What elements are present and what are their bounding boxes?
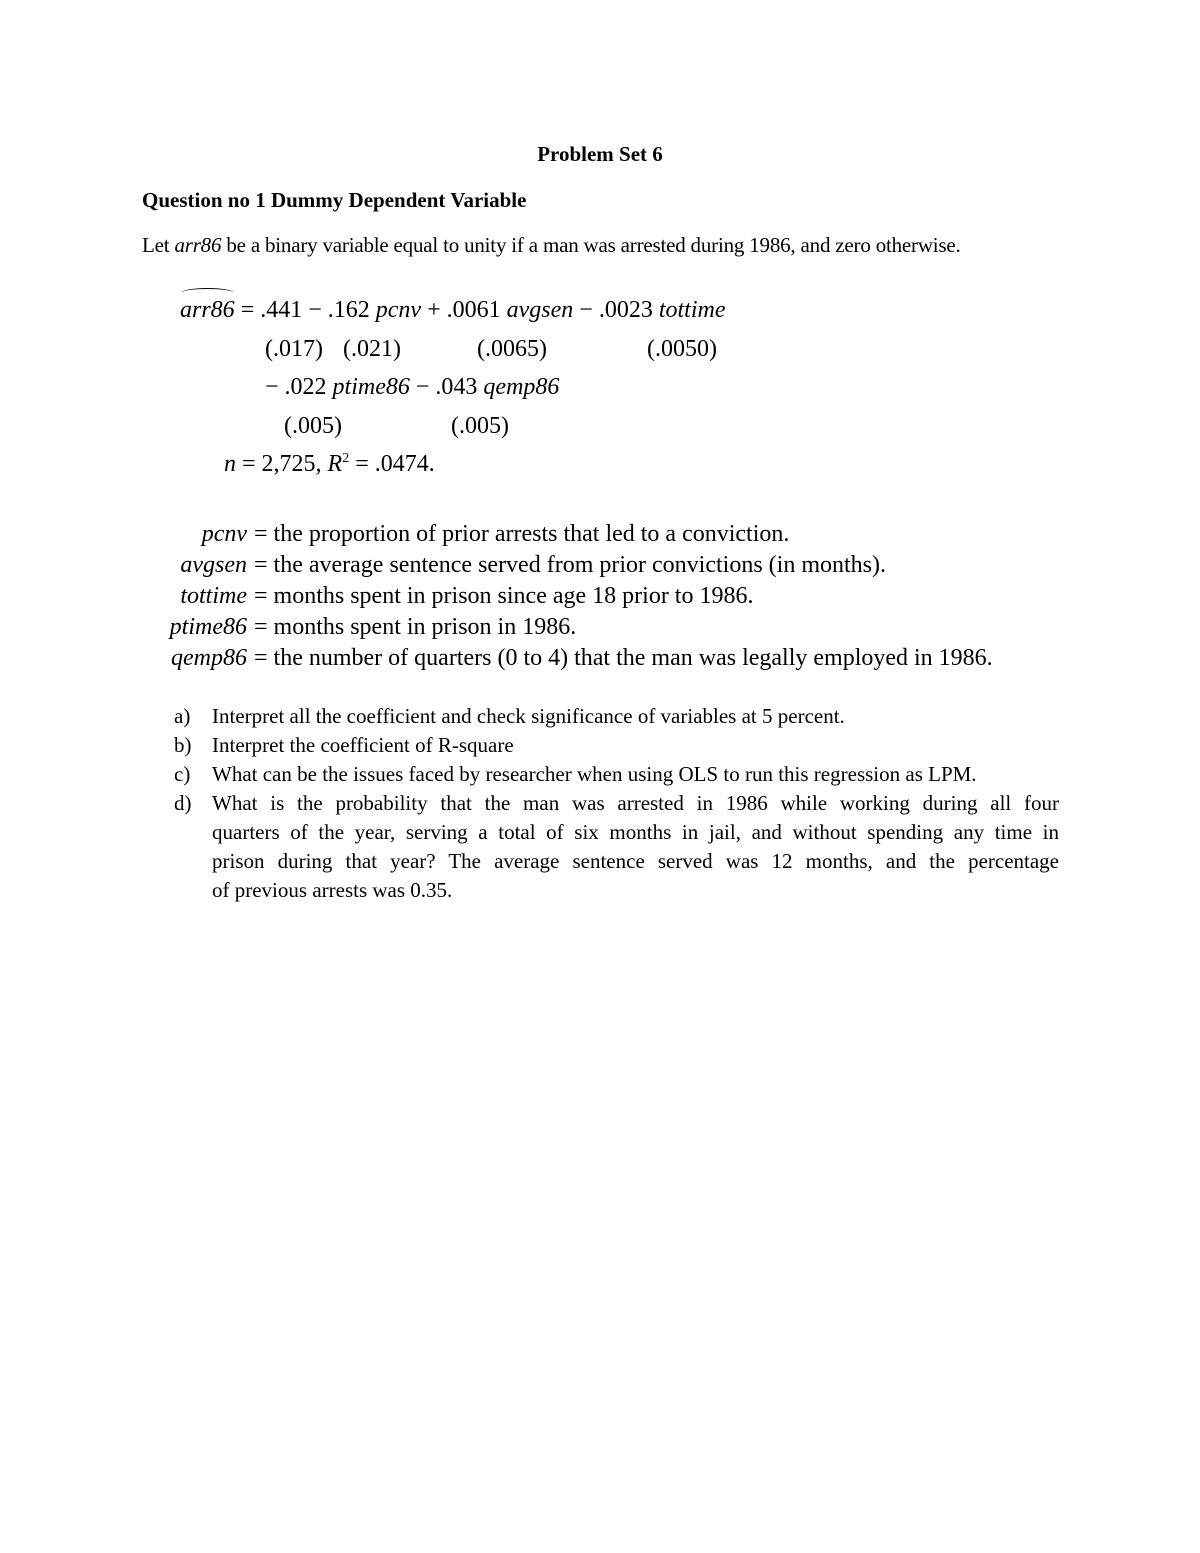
stat-n-value: = 2,725,: [236, 451, 328, 477]
question-text: What can be the issues faced by researcher when using OLS to run this regression as LPM.: [212, 762, 977, 786]
definitions-list: [0, 0, 1200, 700]
eq1-var-avgsen: avgsen: [506, 297, 574, 323]
definition-text: = months spent in prison since age 18 prior to 1986.: [254, 583, 754, 609]
question-text: Interpret the coefficient of R-square: [212, 733, 514, 757]
eq2-var-qemp86: qemp86: [483, 374, 560, 400]
se-tottime: (.0050): [647, 336, 717, 362]
definition-var: avgsen: [180, 552, 247, 578]
se-ptime86: (.005): [284, 413, 342, 439]
question-letter: c): [174, 762, 191, 786]
eq2-var-ptime86: ptime86: [332, 374, 410, 400]
intro-variable: arr86: [174, 233, 222, 257]
se-intercept: (.017): [265, 336, 323, 362]
stat-r-superscript: 2: [342, 451, 350, 466]
stat-n-label: n: [224, 451, 236, 477]
definition-text: = the proportion of prior arrests that led to a conviction.: [254, 521, 790, 547]
question-text-line: prison during that year? The average sentence served was 12 months, and the percentage: [212, 849, 1059, 873]
eq1-intercept: = .441 − .162: [234, 297, 376, 323]
stat-r-label: R: [327, 451, 343, 477]
definition-text: = the average sentence served from prior convictions (in months).: [254, 552, 886, 578]
question-letter: b): [174, 733, 192, 757]
question-text-line: quarters of the year, serving a total of six months in jail, and without spending any time in: [212, 820, 1059, 844]
definition-var: ptime86: [169, 614, 247, 640]
eq2-coef-ptime86: − .022: [265, 374, 333, 400]
se-qemp86: (.005): [451, 413, 509, 439]
definition-text: = months spent in prison in 1986.: [254, 614, 577, 640]
intro-suffix: be a binary variable equal to unity if a man was arrested during 1986, and zero otherwise.: [221, 233, 961, 257]
page-title: Problem Set 6: [537, 142, 663, 166]
equation-lhs: arr86: [180, 297, 235, 323]
question-letter: a): [174, 704, 191, 728]
question-text: Interpret all the coefficient and check significance of variables at 5 percent.: [212, 704, 845, 728]
definition-var: qemp86: [171, 645, 247, 671]
se-avgsen: (.0065): [477, 336, 547, 362]
definition-var: pcnv: [201, 521, 247, 547]
se-pcnv: (.021): [343, 336, 401, 362]
question-text-line: of previous arrests was 0.35.: [212, 878, 453, 902]
eq1-coef-avgsen: + .0061: [421, 297, 507, 323]
question-heading: Question no 1 Dummy Dependent Variable: [142, 188, 527, 212]
question-letter: d): [174, 791, 192, 815]
question-text-line: What is the probability that the man was arrested in 1986 while working during all four: [212, 791, 1059, 815]
definition-var: tottime: [180, 583, 247, 609]
eq1-var-tottime: tottime: [658, 297, 726, 323]
definition-text: = the number of quarters (0 to 4) that the man was legally employed in 1986.: [254, 645, 993, 671]
stat-r-value: = .0474.: [349, 451, 435, 477]
intro-prefix: Let: [142, 233, 175, 257]
eq1-coef-tottime: − .0023: [573, 297, 659, 323]
eq2-coef-qemp86: − .043: [409, 374, 484, 400]
eq1-var-pcnv: pcnv: [375, 297, 422, 323]
